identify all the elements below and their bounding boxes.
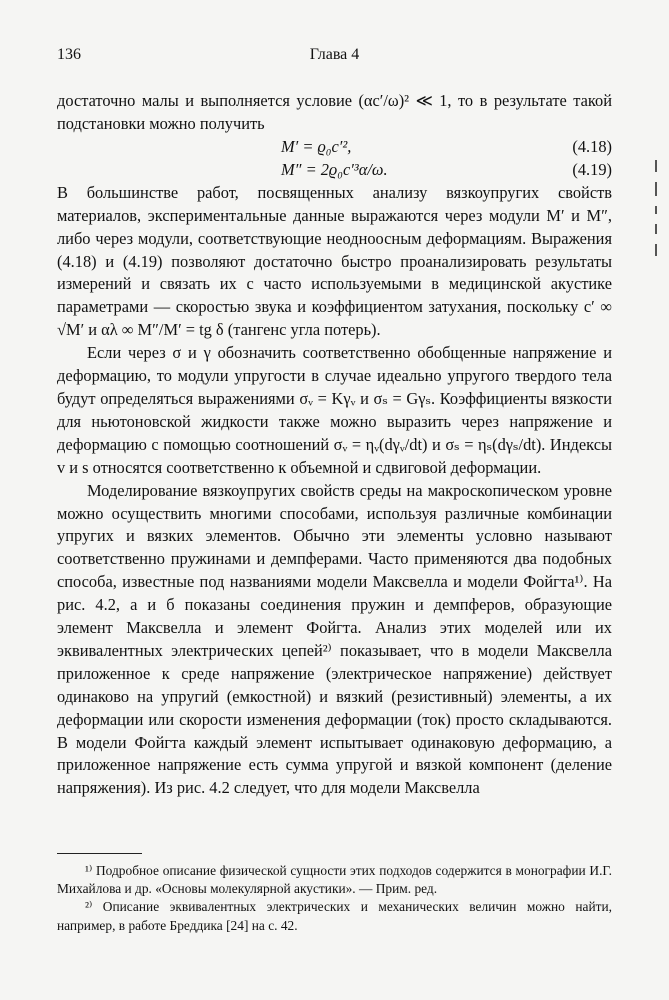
equation-number: (4.18) (572, 136, 612, 156)
scan-mark (655, 244, 657, 256)
scan-mark (655, 206, 657, 214)
footnote-1: ¹⁾ Подробное описание физической сущности этих подходов содержится в монографии И.Г. Михайлова и др. «Основы молекулярной акустики». — Прим. ред. (57, 863, 612, 897)
footnotes (57, 862, 612, 935)
margin-scan-marks (652, 160, 662, 270)
scan-mark (655, 224, 657, 234)
paragraph-moduli: В большинстве работ, посвященных анализу вязкоупругих свойств материалов, экспериментальные данные выражаются через модули M′ и M″, либо через модули, соответствующие неодноосным деформациям. Выражения (4.18) и (4.19) позволяют достаточно быстро проанализировать результаты измерений и связать их с часто используемыми в медицинской акустике параметрами — скоростью звука и коэффициентом затухания, поскольку c′ ∞ √M′ и αλ ∞ M″/M′ = tg δ (тангенс угла потерь). (57, 182, 612, 340)
chapter-title: Глава 4 (309, 46, 360, 63)
equation-formula: M″ = 2ϱ₀c′³α/ω. (281, 159, 388, 179)
scan-mark (655, 160, 657, 172)
body-text (57, 90, 612, 800)
equation-4-18 (57, 136, 612, 159)
equation-number: (4.19) (572, 159, 612, 179)
footnote-2: ²⁾ Описание эквивалентных электрических и механических величин можно найти, например, в работе Бреддика [24] на с. 42. (57, 899, 612, 933)
scan-mark (655, 182, 657, 196)
equation-4-19 (57, 159, 612, 182)
equation-formula: M′ = ϱ₀c′², (281, 136, 352, 156)
page-header (57, 46, 612, 70)
paragraph-modeling: Моделирование вязкоупругих свойств среды на макроскопическом уровне можно осуществить многими способами, используя различные комбинации упругих и вязких элементов. Обычно эти элементы условно называют соответственно пружинами и демпферами. Часто применяются два подобных способа, известные под названиями модели Максвелла и модели Фойгта¹⁾. На рис. 4.2, а и б показаны соединения пружин и демпферов, образующие элемент Максвелла и элемент Фойгта. Анализ этих моделей или их эквивалентных электрических цепей²⁾ показывает, что в модели Максвелла приложенное к среде напряжение (электрическое напряжение) действует одинаково на упругий (емкостной) и вязкий (резистивный) элементы, а их деформации или скорости изменения деформации (ток) просто складываются. В модели Фойгта каждый элемент испытывает одинаковую деформацию, а приложенное напряжение есть сумма упругой и вязкой компонент (деление напряжения). Из рис. 4.2 следует, что для модели Максвелла (57, 480, 612, 798)
intro-paragraph: достаточно малы и выполняется условие (αc′/ω)² ≪ 1, то в результате такой подстановки можно получить (57, 91, 612, 133)
footnote-divider (57, 853, 142, 854)
paragraph-stress-strain: Если через σ и γ обозначить соответственно обобщенные напряжение и деформацию, то модули упругости в случае идеально упругого твердого тела будут определяться выражениями σᵥ = Kγᵥ и σₛ = Gγₛ. Коэффициенты вязкости для ньютоновской жидкости также можно выразить через напряжение и деформацию с помощью соотношений σᵥ = ηᵥ(dγᵥ/dt) и σₛ = ηₛ(dγₛ/dt). Индексы v и s относятся соответственно к объемной и сдвиговой деформации. (57, 343, 612, 477)
page-number: 136 (57, 46, 81, 63)
